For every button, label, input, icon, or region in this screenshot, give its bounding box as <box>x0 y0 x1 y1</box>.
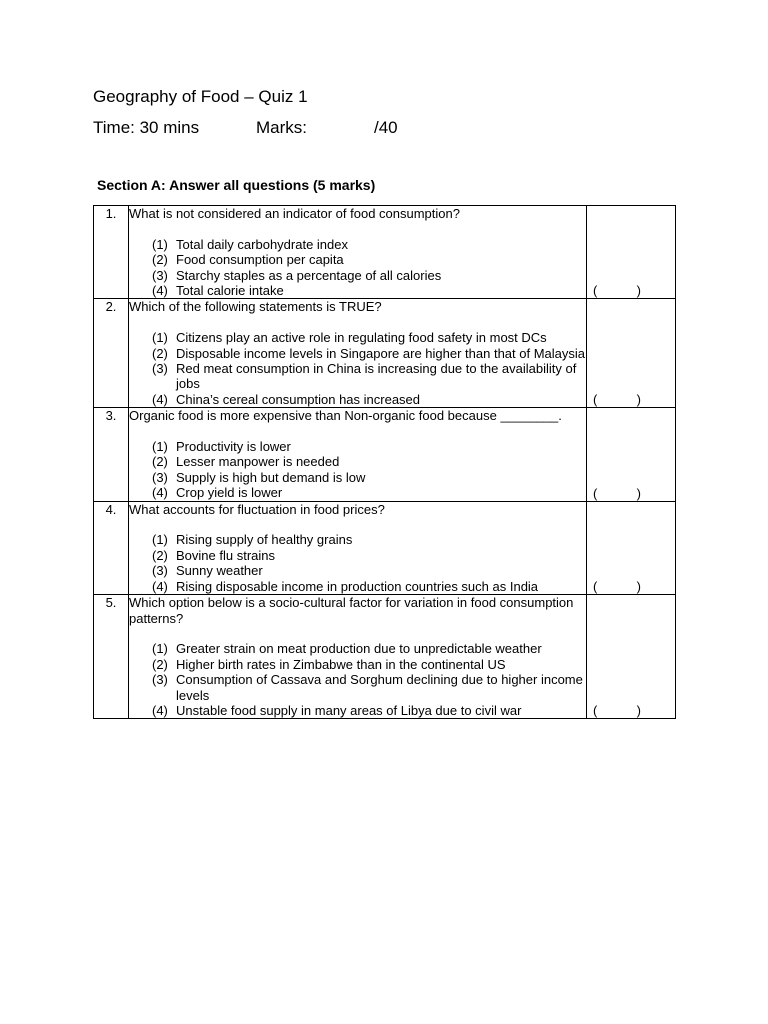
marks-label: Marks: <box>256 118 307 137</box>
question-text: Which of the following statements is TRUE? <box>129 299 382 315</box>
option-text: Supply is high but demand is low <box>176 469 366 485</box>
question-cell <box>129 206 587 299</box>
bracket-close: ) <box>636 485 641 501</box>
option-item <box>152 657 586 672</box>
option-item <box>152 268 586 283</box>
option-item <box>152 439 586 454</box>
question-row <box>94 595 676 719</box>
marks-total: /40 <box>374 118 398 137</box>
bracket-close: ) <box>636 703 641 719</box>
spacer <box>129 315 586 330</box>
option-text: Disposable income levels in Singapore are higher than that of Malaysia <box>176 345 586 361</box>
option-number: (4) <box>152 578 168 594</box>
spacer <box>129 517 586 532</box>
option-text: Citizens play an active role in regulating food safety in most DCs <box>176 330 547 346</box>
answer-bracket <box>593 579 641 594</box>
option-number: (4) <box>152 702 168 718</box>
option-text: Starchy staples as a percentage of all calories <box>176 267 442 283</box>
option-item <box>152 532 586 547</box>
option-item <box>152 703 586 718</box>
answer-bracket <box>593 283 641 298</box>
question-number: 5. <box>94 595 129 719</box>
answer-cell[interactable] <box>587 299 676 408</box>
option-item <box>152 454 586 469</box>
option-number: (3) <box>152 469 168 485</box>
option-text: Rising supply of healthy grains <box>176 532 353 548</box>
bracket-close: ) <box>636 283 641 299</box>
option-number: (1) <box>152 236 168 252</box>
spacer <box>129 221 586 236</box>
option-text: China’s cereal consumption has increased <box>176 391 421 407</box>
option-number: (2) <box>152 345 168 361</box>
bracket-open: ( <box>593 392 598 408</box>
option-text: Higher birth rates in Zimbabwe than in the continental US <box>176 656 506 672</box>
option-text: Rising disposable income in production countries such as India <box>176 578 539 594</box>
option-list <box>129 532 586 594</box>
bracket-open: ( <box>593 485 598 501</box>
option-number: (1) <box>152 330 168 346</box>
question-number: 2. <box>94 299 129 408</box>
option-text: Bovine flu strains <box>176 547 275 563</box>
option-item <box>152 579 586 594</box>
option-item <box>152 330 586 345</box>
option-item <box>152 237 586 252</box>
option-item <box>152 252 586 267</box>
bracket-open: ( <box>593 579 598 595</box>
question-text: What accounts for fluctuation in food prices? <box>129 501 385 517</box>
option-item <box>152 563 586 578</box>
question-cell <box>129 408 587 501</box>
option-number: (1) <box>152 641 168 657</box>
answer-bracket <box>593 703 641 718</box>
option-item <box>152 470 586 485</box>
question-text: Which option below is a socio-cultural factor for variation in food consumption patterns? <box>129 595 574 626</box>
option-number: (2) <box>152 252 168 268</box>
option-list <box>129 439 586 501</box>
question-number: 4. <box>94 501 129 594</box>
option-text: Total calorie intake <box>176 283 284 299</box>
option-text: Productivity is lower <box>176 439 291 455</box>
question-cell <box>129 595 587 719</box>
answer-cell[interactable] <box>587 408 676 501</box>
question-row <box>94 408 676 501</box>
option-item <box>152 672 586 703</box>
option-item <box>152 361 586 392</box>
quiz-title: Geography of Food – Quiz 1 <box>93 87 308 106</box>
option-item <box>152 548 586 563</box>
option-item <box>152 346 586 361</box>
option-number: (2) <box>152 656 168 672</box>
option-number: (1) <box>152 439 168 455</box>
option-number: (2) <box>152 454 168 470</box>
bracket-close: ) <box>636 579 641 595</box>
option-text: Crop yield is lower <box>176 485 283 501</box>
option-number: (3) <box>152 672 168 688</box>
time-label: Time: 30 mins <box>93 118 200 137</box>
option-number: (4) <box>152 485 168 501</box>
question-cell <box>129 299 587 408</box>
option-list <box>129 641 586 718</box>
answer-bracket <box>593 392 641 407</box>
answer-cell[interactable] <box>587 595 676 719</box>
question-cell <box>129 501 587 594</box>
option-item <box>152 392 586 407</box>
question-number: 3. <box>94 408 129 501</box>
option-number: (3) <box>152 267 168 283</box>
question-number: 1. <box>94 206 129 299</box>
option-number: (2) <box>152 547 168 563</box>
option-number: (1) <box>152 532 168 548</box>
question-row <box>94 299 676 408</box>
option-text: Total daily carbohydrate index <box>176 236 348 252</box>
spacer <box>129 626 586 641</box>
question-table <box>93 205 676 719</box>
option-number: (4) <box>152 283 168 299</box>
option-text: Food consumption per capita <box>176 252 344 268</box>
option-text: Sunny weather <box>176 563 263 579</box>
option-text: Red meat consumption in China is increasing due to the availability of jobs <box>176 361 577 392</box>
question-text: What is not considered an indicator of food consumption? <box>129 206 460 221</box>
option-text: Greater strain on meat production due to unpredictable weather <box>176 641 542 657</box>
bracket-close: ) <box>636 392 641 408</box>
spacer <box>129 424 586 439</box>
option-item <box>152 641 586 656</box>
answer-bracket <box>593 486 641 501</box>
option-list <box>129 237 586 299</box>
bracket-open: ( <box>593 703 598 719</box>
option-item <box>152 485 586 500</box>
question-text: Organic food is more expensive than Non-organic food because ________. <box>129 408 562 424</box>
option-list <box>129 330 586 407</box>
option-number: (4) <box>152 391 168 407</box>
option-number: (3) <box>152 563 168 579</box>
option-item <box>152 283 586 298</box>
option-text: Unstable food supply in many areas of Libya due to civil war <box>176 702 522 718</box>
answer-cell[interactable] <box>587 501 676 594</box>
question-row <box>94 206 676 299</box>
option-text: Consumption of Cassava and Sorghum declining due to higher income levels <box>176 672 583 703</box>
answer-cell[interactable] <box>587 206 676 299</box>
section-heading: Section A: Answer all questions (5 marks) <box>97 177 376 193</box>
bracket-open: ( <box>593 283 598 299</box>
question-row <box>94 501 676 594</box>
option-number: (3) <box>152 361 168 377</box>
option-text: Lesser manpower is needed <box>176 454 340 470</box>
